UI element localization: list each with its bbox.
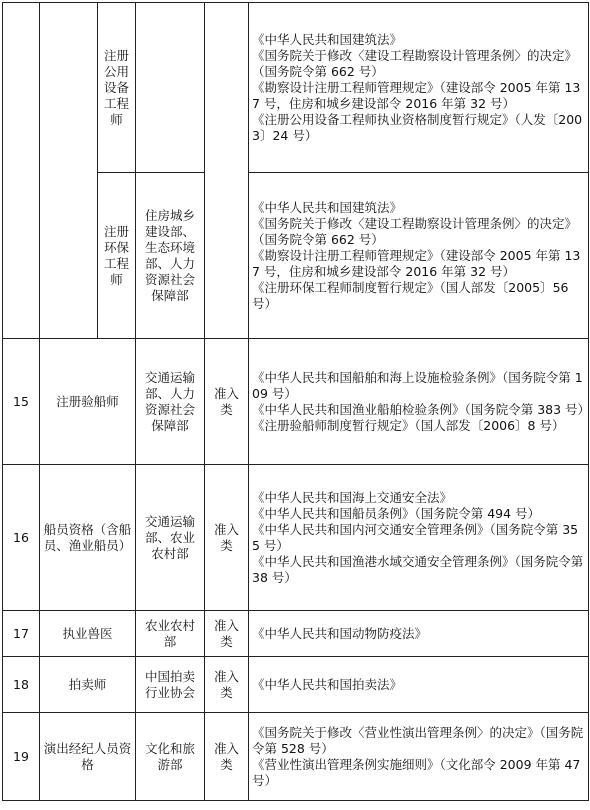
basis-item: 《中华人民共和国渔业船舶检验条例》（国务院令第 383 号）: [252, 401, 590, 417]
department-cell: [136, 3, 205, 173]
category-cell: 准入类: [205, 713, 249, 801]
category-cell: 准入类: [205, 611, 249, 657]
department-cell: 农业农村部: [136, 611, 205, 657]
row-number-cell: [3, 3, 40, 339]
basis-item: 《中华人民共和国动物防疫法》: [252, 625, 428, 641]
row-number-cell: 17: [3, 611, 40, 657]
basis-item: 《中华人民共和国建筑法》: [252, 199, 403, 215]
basis-item: 《中华人民共和国船员条例》（国务院令第 494 号）: [252, 505, 541, 521]
basis-cell: [249, 611, 589, 657]
basis-item: 《注册环保工程师制度暂行规定》（国人部发〔2005〕56 号）: [252, 279, 569, 311]
table-row: [3, 465, 589, 611]
table-row: [3, 657, 589, 713]
basis-cell: [249, 339, 589, 465]
basis-item: 《中华人民共和国建筑法》: [252, 31, 403, 47]
table-row: [3, 611, 589, 657]
department-cell: 交通运输部、农业农村部: [136, 465, 205, 611]
basis-item: 《中华人民共和国船舶和海上设施检验条例》（国务院令第 109 号）: [252, 369, 583, 401]
row-number-cell: 15: [3, 339, 40, 465]
qualification-name-cell: 船员资格（含船员、渔业船员）: [40, 465, 136, 611]
basis-cell: [249, 713, 589, 801]
sub-qualification-name: 注册公用设备工程师: [98, 3, 136, 173]
basis-item: 《中华人民共和国内河交通安全管理条例》（国务院令第 355 号）: [252, 521, 579, 553]
basis-cell: [249, 465, 589, 611]
row-number-cell: 16: [3, 465, 40, 611]
basis-cell: [249, 657, 589, 713]
department-cell: 中国拍卖行业协会: [136, 657, 205, 713]
basis-item: 《勘察设计注册工程师管理规定》（建设部令 2005 年第 137 号，住房和城乡建设部令 2016 年第 32 号）: [252, 79, 581, 111]
basis-item: 《勘察设计注册工程师管理规定》（建设部令 2005 年第 137 号，住房和城乡建设部令 2016 年第 32 号）: [252, 247, 581, 279]
basis-item: 《注册验船师制度暂行规定》（国人部发〔2006〕8 号）: [252, 417, 565, 433]
basis-item: 《营业性演出管理条例实施细则》（文化部令 2009 年第 47 号）: [252, 756, 581, 788]
department-cell: 交通运输部、人力资源社会保障部: [136, 339, 205, 465]
qualification-name-cell: 执业兽医: [40, 611, 136, 657]
row-number-cell: 18: [3, 657, 40, 713]
basis-item: 《中华人民共和国渔港水域交通安全管理条例》（国务院令第 38 号）: [252, 553, 584, 585]
basis-item: 《国务院关于修改〈建设工程勘察设计管理条例〉的决定》（国务院令第 662 号）: [252, 47, 578, 79]
basis-cell: [249, 173, 589, 339]
category-cell: 准入类: [205, 657, 249, 713]
basis-item: 《中华人民共和国拍卖法》: [252, 676, 403, 692]
category-cell: [205, 3, 249, 339]
qualification-name-cell: [40, 3, 98, 339]
qualification-table: [2, 2, 589, 801]
basis-item: 《中华人民共和国海上交通安全法》: [252, 489, 453, 505]
basis-cell: [249, 3, 589, 173]
table-row: [3, 3, 589, 173]
basis-item: 《注册公用设备工程师执业资格制度暂行规定》（人发〔2003〕24 号）: [252, 111, 583, 143]
qualification-name-cell: 拍卖师: [40, 657, 136, 713]
qualification-name-cell: 演出经纪人员资格: [40, 713, 136, 801]
row-number-cell: 19: [3, 713, 40, 801]
table-row: [3, 339, 589, 465]
department-cell: 文化和旅游部: [136, 713, 205, 801]
sub-qualification-name: 注册环保工程师: [98, 173, 136, 339]
table-row: [3, 713, 589, 801]
qualification-name-cell: 注册验船师: [40, 339, 136, 465]
category-cell: 准入类: [205, 339, 249, 465]
basis-item: 《国务院关于修改〈营业性演出管理条例〉的决定》（国务院令第 528 号）: [252, 724, 584, 756]
category-cell: 准入类: [205, 465, 249, 611]
basis-item: 《国务院关于修改〈建设工程勘察设计管理条例〉的决定》（国务院令第 662 号）: [252, 215, 578, 247]
department-cell: 住房城乡建设部、生态环境部、人力资源社会保障部: [136, 173, 205, 339]
